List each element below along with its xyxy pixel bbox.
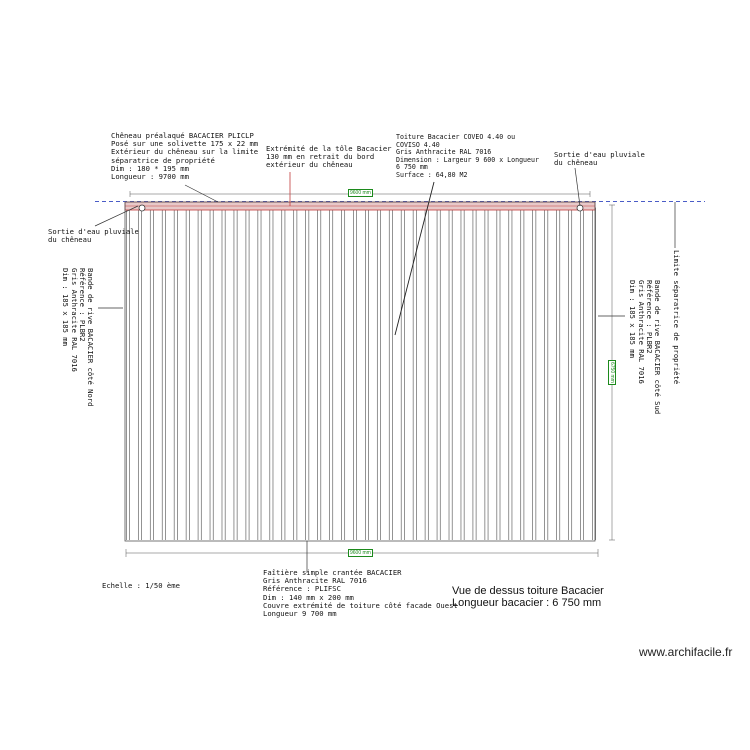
roof-rib: [341, 207, 344, 541]
roof-rib: [580, 207, 583, 541]
leader-outlet-left: [95, 206, 138, 226]
note-scale: Echelle : 1/50 ème: [102, 581, 180, 590]
note-ridge: Faîtière simple crantée BACACIER Gris Anthracite RAL 7016 Référence : PLIFSC Dim : 140 mm x 200 mm Couvre extrémité de toiture côté facade Ouest Longueur 9 700 mm: [263, 568, 458, 619]
note-edge-south: Bande de rive BACACIER côté Sud Référence : PLBR2 Gris Anthracite RAL 7016 Dim : 185 x 185 mm: [628, 280, 662, 415]
roof-rib: [258, 207, 261, 541]
dim-bottom-label: 9600 mm: [350, 550, 371, 556]
roof-rib: [353, 207, 356, 541]
roof-rib: [222, 207, 225, 541]
roof-rib: [306, 207, 309, 541]
roof-rib: [389, 207, 392, 541]
roof-rib: [473, 207, 476, 541]
roof-rib: [521, 207, 524, 541]
roof-rib: [437, 207, 440, 541]
roof-rib: [162, 207, 165, 541]
note-roofing: Toiture Bacacier COVEO 4.40 ou COVISO 4.40 Gris Anthracite RAL 7016 Dimension : Largeur 9 600 x Longueur 6 750 mm Surface : 64,80 M2: [396, 133, 539, 179]
roof-rib: [138, 207, 141, 541]
roof-rib: [270, 207, 273, 541]
roof-rib: [401, 207, 404, 541]
note-boundary: Limite séparatrice de propriété: [672, 250, 681, 385]
roof-rib: [449, 207, 452, 541]
roof-rib: [246, 207, 249, 541]
roof-rib: [485, 207, 488, 541]
watermark: www.archifacile.fr: [639, 645, 733, 659]
roof-rib: [150, 207, 153, 541]
roof-rib: [174, 207, 177, 541]
roof-rib: [210, 207, 213, 541]
roof-rib: [282, 207, 285, 541]
roof-rib: [234, 207, 237, 541]
leader-gutter: [185, 185, 218, 202]
title-line-1: Vue de dessus toiture Bacacier: [452, 585, 604, 597]
roof-outline: [125, 202, 595, 541]
roof-rib: [186, 207, 189, 541]
note-sheet-edge: Extrémité de la tôle Bacacier 130 mm en retrait du bord extérieur du chêneau: [266, 144, 392, 170]
roof-rib: [509, 207, 512, 541]
note-outlet-left: Sortie d'eau pluviale du chêneau: [48, 227, 139, 245]
roof-rib: [294, 207, 297, 541]
roof-rib: [377, 207, 380, 541]
note-gutter: Chêneau préalaqué BACACIER PLICLP Posé sur une solivette 175 x 22 mm Extérieur du chêneau sur la limite séparatrice de propriété Dim : 180 * 195 mm Longueur : 9700 mm: [111, 131, 259, 182]
roof-ribs: [126, 207, 595, 541]
roof-rib: [318, 207, 321, 541]
dim-top-label: 9600 mm: [350, 190, 371, 196]
roof-rib: [425, 207, 428, 541]
leader-outlet-right: [575, 168, 580, 206]
roof-rib: [569, 207, 572, 541]
roof-rib: [126, 207, 129, 541]
roof-rib: [557, 207, 560, 541]
roof-rib: [365, 207, 368, 541]
dim-right-label: 6750 mm: [609, 362, 615, 383]
roof-rib: [461, 207, 464, 541]
roof-rib: [330, 207, 333, 541]
note-edge-north: Bande de rive BACACIER côté Nord Référence : PLBR2 Gris Anthracite RAL 7016 Dim : 185 x 185 mm: [61, 268, 95, 407]
roof-rib: [545, 207, 548, 541]
outlet-left: [139, 205, 145, 211]
roof-rib: [198, 207, 201, 541]
roof-rib: [497, 207, 500, 541]
title-line-2: Longueur bacacier : 6 750 mm: [452, 597, 602, 609]
roof-rib: [533, 207, 536, 541]
note-outlet-right: Sortie d'eau pluviale du chêneau: [554, 150, 645, 168]
